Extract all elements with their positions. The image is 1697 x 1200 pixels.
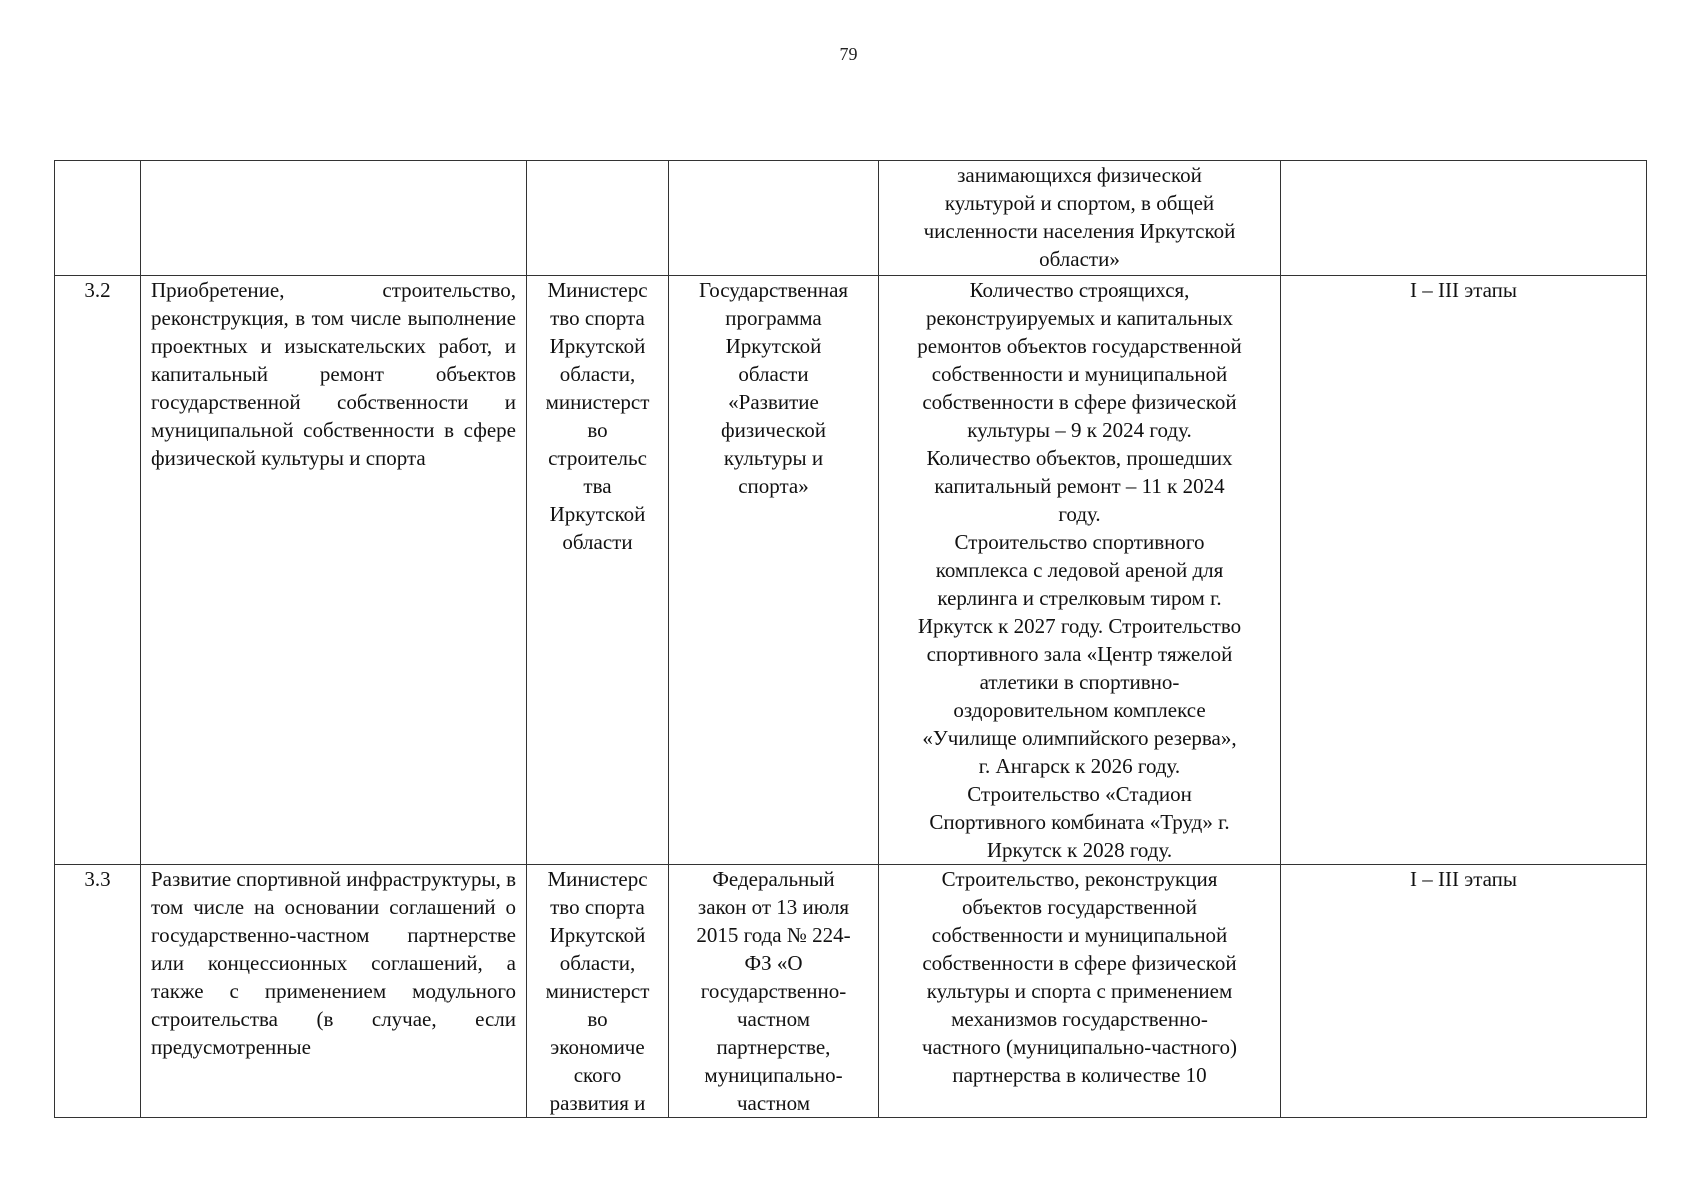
responsible-executor: Министерс тво спорта Иркутской области, министерст во экономиче ского развития и [527,865,669,1118]
legal-basis [669,161,879,276]
program-table [54,160,1647,1118]
page-number: 79 [839,44,858,64]
stage-text [1281,161,1647,276]
table-row [55,865,1647,1118]
measure-name [141,161,527,276]
row-number [55,161,141,276]
legal-basis: Государственная программа Иркутской области «Развитие физической культуры и спорта» [669,276,879,865]
indicator-text: Строительство, реконструкция объектов государственной собственности и муниципальной собственности в сфере физической культуры и спорта с применением механизмов государственно- частного (муниципально-частного) партнерства в количестве 10 [879,865,1281,1118]
measure-name: Приобретение, строительство, реконструкция, в том числе выполнение проектных и изыскательских работ, и капитальный ремонт объектов государственной собственности и муниципальной собственности в сфере физической культуры и спорта [141,276,527,865]
stage-text: I – III этапы [1281,276,1647,865]
row-number: 3.2 [55,276,141,865]
legal-basis: Федеральный закон от 13 июля 2015 года № 224- ФЗ «О государственно- частном партнерстве, муниципально- частном [669,865,879,1118]
measure-name: Развитие спортивной инфраструктуры, в том числе на основании соглашений о государственно-частном партнерстве или концессионных соглашений, а также с применением модульного строительства (в случае, если предусмотренные [141,865,527,1118]
table-row [55,161,1647,276]
indicator-text: занимающихся физической культурой и спортом, в общей численности населения Иркутской области» [879,161,1281,276]
indicator-text: Количество строящихся, реконструируемых и капитальных ремонтов объектов государственной собственности и муниципальной собственности в сфере физической культуры – 9 к 2024 году. Количество объектов, прошедших капитальный ремонт – 11 к 2024 году. Строительство спортивного комплекса с ледовой ареной для керлинга и стрелковым тиром г. Иркутск к 2027 году. Строительство спортивного зала «Центр тяжелой атлетики в спортивно- оздоровительном комплексе «Училище олимпийского резерва», г. Ангарск к 2026 году. Строительство «Стадион Спортивного комбината «Труд» г. Иркутск к 2028 году. [879,276,1281,865]
responsible-executor: Министерс тво спорта Иркутской области, министерст во строительс тва Иркутской области [527,276,669,865]
stage-text: I – III этапы [1281,865,1647,1118]
table-row [55,276,1647,865]
responsible-executor [527,161,669,276]
row-number: 3.3 [55,865,141,1118]
